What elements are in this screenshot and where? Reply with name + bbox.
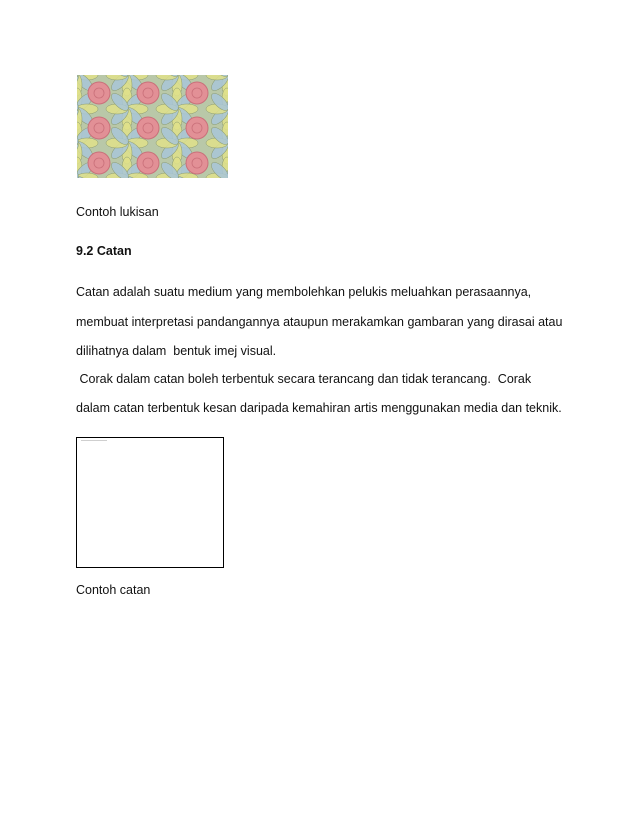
pink-flower bbox=[186, 117, 208, 139]
pink-flower bbox=[88, 117, 110, 139]
pink-flower bbox=[88, 82, 110, 104]
caption-contoh-catan: Contoh catan bbox=[76, 583, 151, 597]
pink-flower bbox=[186, 82, 208, 104]
paragraph-line: Corak dalam catan boleh terbentuk secara terancang dan tidak terancang. Corak bbox=[76, 372, 532, 386]
paragraph-line: membuat interpretasi pandangannya ataupun merakamkan gambaran yang dirasai atau bbox=[76, 315, 563, 329]
pink-flower bbox=[137, 117, 159, 139]
floral-pattern-icon bbox=[77, 75, 228, 178]
pink-flower bbox=[88, 152, 110, 174]
pink-flower bbox=[186, 152, 208, 174]
pink-flower bbox=[137, 82, 159, 104]
paragraph-line: Catan adalah suatu medium yang membolehkan pelukis meluahkan perasaannya, bbox=[76, 285, 532, 299]
pink-flower bbox=[137, 152, 159, 174]
frame-mark bbox=[81, 440, 107, 441]
caption-contoh-lukisan: Contoh lukisan bbox=[76, 205, 159, 219]
paragraph-line: dalam catan terbentuk kesan daripada kemahiran artis menggunakan media dan teknik. bbox=[76, 401, 562, 415]
section-heading: 9.2 Catan bbox=[76, 244, 132, 258]
catan-image-frame bbox=[76, 437, 224, 568]
floral-pattern-image bbox=[77, 75, 228, 178]
paragraph-line: dilihatnya dalam bentuk imej visual. bbox=[76, 344, 277, 358]
